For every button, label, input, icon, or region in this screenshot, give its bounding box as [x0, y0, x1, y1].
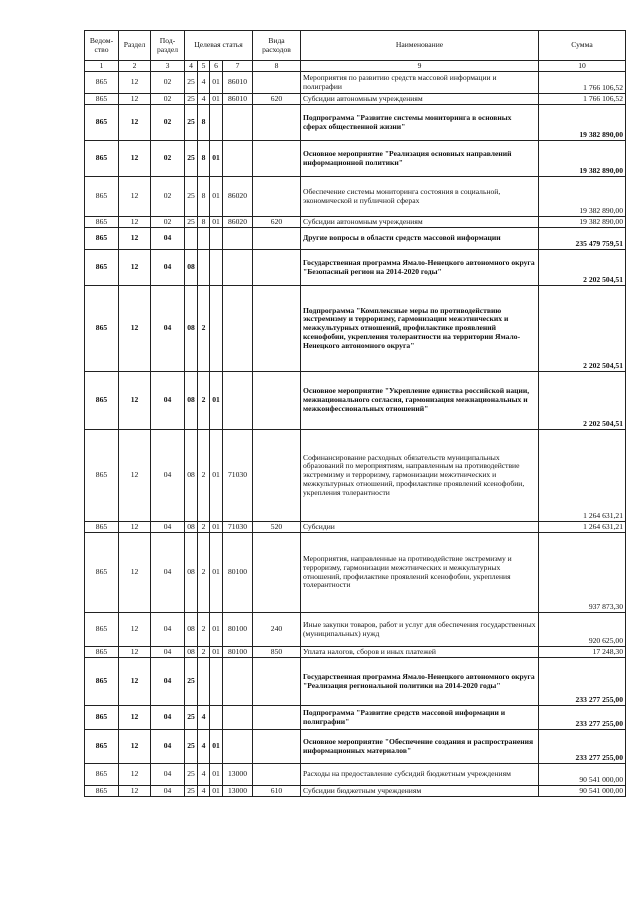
vedomstvo-cell: 865 — [85, 141, 119, 177]
column-number: 2 — [119, 61, 151, 72]
column-number-row — [85, 61, 626, 72]
expense-type-cell — [253, 250, 301, 286]
razdel-cell: 12 — [119, 647, 151, 658]
vedomstvo-cell: 865 — [85, 105, 119, 141]
target-event-cell — [210, 250, 223, 286]
podrazdel-cell: 04 — [151, 430, 185, 522]
expense-type-cell: 620 — [253, 94, 301, 105]
podrazdel-cell: 04 — [151, 228, 185, 250]
expense-type-cell: 620 — [253, 217, 301, 228]
sum-cell: 2 202 504,51 — [539, 372, 626, 430]
column-number: 7 — [223, 61, 253, 72]
expense-type-cell — [253, 533, 301, 613]
table-row — [85, 141, 626, 177]
sum-cell: 920 625,00 — [539, 613, 626, 647]
target-subprogram-cell — [198, 250, 210, 286]
target-program-cell: 25 — [185, 105, 198, 141]
target-event-cell — [210, 228, 223, 250]
table-row — [85, 533, 626, 613]
target-direction-cell: 80100 — [223, 533, 253, 613]
name-cell: Мероприятия по развитию средств массовой информации и полиграфии — [301, 72, 539, 94]
vedomstvo-cell: 865 — [85, 372, 119, 430]
column-number: 1 — [85, 61, 119, 72]
expense-type-cell: 240 — [253, 613, 301, 647]
target-direction-cell — [223, 105, 253, 141]
target-event-cell: 01 — [210, 72, 223, 94]
target-event-cell: 01 — [210, 647, 223, 658]
podrazdel-cell: 04 — [151, 522, 185, 533]
podrazdel-cell: 04 — [151, 286, 185, 372]
vedomstvo-cell: 865 — [85, 430, 119, 522]
razdel-cell: 12 — [119, 430, 151, 522]
table-row — [85, 286, 626, 372]
vedomstvo-cell: 865 — [85, 764, 119, 786]
sum-cell: 19 382 890,00 — [539, 177, 626, 217]
vedomstvo-cell: 865 — [85, 94, 119, 105]
table-row — [85, 522, 626, 533]
target-event-cell: 01 — [210, 786, 223, 797]
column-number: 6 — [210, 61, 223, 72]
expense-type-cell — [253, 105, 301, 141]
target-event-cell: 01 — [210, 764, 223, 786]
name-cell: Государственная программа Ямало-Ненецкого автономного округа "Безопасный регион на 2014-2020 годы" — [301, 250, 539, 286]
target-subprogram-cell: 2 — [198, 533, 210, 613]
razdel-cell: 12 — [119, 72, 151, 94]
target-subprogram-cell: 2 — [198, 613, 210, 647]
sum-cell: 17 248,30 — [539, 647, 626, 658]
podrazdel-cell: 04 — [151, 533, 185, 613]
razdel-cell: 12 — [119, 228, 151, 250]
table-row — [85, 786, 626, 797]
expense-type-cell — [253, 372, 301, 430]
name-cell: Уплата налогов, сборов и иных платежей — [301, 647, 539, 658]
target-direction-cell — [223, 228, 253, 250]
name-cell: Основное мероприятие "Реализация основных направлений информационной политики" — [301, 141, 539, 177]
column-number: 9 — [301, 61, 539, 72]
target-program-cell: 25 — [185, 72, 198, 94]
header-razdel: Раздел — [119, 31, 151, 61]
table-row — [85, 94, 626, 105]
target-subprogram-cell: 2 — [198, 286, 210, 372]
razdel-cell: 12 — [119, 786, 151, 797]
podrazdel-cell: 04 — [151, 730, 185, 764]
table-row — [85, 177, 626, 217]
target-subprogram-cell: 4 — [198, 764, 210, 786]
target-subprogram-cell: 2 — [198, 647, 210, 658]
target-subprogram-cell: 4 — [198, 72, 210, 94]
target-event-cell: 01 — [210, 430, 223, 522]
name-cell: Подпрограмма "Развитие системы мониторинга в основных сферах общественной жизни" — [301, 105, 539, 141]
target-subprogram-cell: 2 — [198, 430, 210, 522]
razdel-cell: 12 — [119, 372, 151, 430]
target-program-cell: 25 — [185, 658, 198, 706]
vedomstvo-cell: 865 — [85, 72, 119, 94]
target-subprogram-cell: 4 — [198, 786, 210, 797]
column-number: 8 — [253, 61, 301, 72]
target-program-cell: 25 — [185, 217, 198, 228]
sum-cell: 937 873,30 — [539, 533, 626, 613]
target-event-cell — [210, 286, 223, 372]
target-program-cell: 08 — [185, 533, 198, 613]
target-direction-cell — [223, 286, 253, 372]
sum-cell: 19 382 890,00 — [539, 105, 626, 141]
name-cell: Софинансирование расходных обязательств муниципальных образований по мероприятиям, направленным на противодействие экстремизму и терроризму, гармонизации межэтнических и межкультурных отношений, профилактике проявлений ксенофобии, укрепления толерантности — [301, 430, 539, 522]
target-subprogram-cell: 8 — [198, 217, 210, 228]
vedomstvo-cell: 865 — [85, 658, 119, 706]
sum-cell: 90 541 000,00 — [539, 786, 626, 797]
target-direction-cell: 86020 — [223, 177, 253, 217]
target-event-cell: 01 — [210, 522, 223, 533]
header-name: Наименование — [301, 31, 539, 61]
vedomstvo-cell: 865 — [85, 217, 119, 228]
expense-type-cell — [253, 764, 301, 786]
target-direction-cell: 13000 — [223, 764, 253, 786]
target-event-cell: 01 — [210, 94, 223, 105]
razdel-cell: 12 — [119, 613, 151, 647]
header-sum: Сумма — [539, 31, 626, 61]
podrazdel-cell: 02 — [151, 141, 185, 177]
sum-cell: 1 766 106,52 — [539, 72, 626, 94]
razdel-cell: 12 — [119, 177, 151, 217]
expense-type-cell — [253, 177, 301, 217]
razdel-cell: 12 — [119, 533, 151, 613]
podrazdel-cell: 04 — [151, 613, 185, 647]
target-event-cell — [210, 105, 223, 141]
target-direction-cell: 13000 — [223, 786, 253, 797]
table-row — [85, 250, 626, 286]
expense-type-cell — [253, 228, 301, 250]
target-program-cell: 25 — [185, 177, 198, 217]
target-subprogram-cell: 8 — [198, 141, 210, 177]
name-cell: Субсидии бюджетным учреждениям — [301, 786, 539, 797]
target-direction-cell: 80100 — [223, 613, 253, 647]
podrazdel-cell: 04 — [151, 706, 185, 730]
table-row — [85, 228, 626, 250]
razdel-cell: 12 — [119, 286, 151, 372]
table-row — [85, 217, 626, 228]
target-subprogram-cell: 2 — [198, 372, 210, 430]
target-direction-cell — [223, 372, 253, 430]
target-direction-cell: 86010 — [223, 72, 253, 94]
name-cell: Расходы на предоставление субсидий бюджетным учреждениям — [301, 764, 539, 786]
target-event-cell — [210, 658, 223, 706]
header-row — [85, 31, 626, 61]
target-program-cell: 25 — [185, 764, 198, 786]
target-direction-cell: 86010 — [223, 94, 253, 105]
vedomstvo-cell: 865 — [85, 706, 119, 730]
sum-cell: 2 202 504,51 — [539, 286, 626, 372]
expense-type-cell — [253, 141, 301, 177]
table-body — [85, 72, 626, 797]
target-subprogram-cell: 8 — [198, 177, 210, 217]
target-subprogram-cell: 8 — [198, 105, 210, 141]
target-direction-cell: 80100 — [223, 647, 253, 658]
target-subprogram-cell: 4 — [198, 730, 210, 764]
podrazdel-cell: 04 — [151, 658, 185, 706]
header-target-article: Целевая статья — [185, 31, 253, 61]
sum-cell: 90 541 000,00 — [539, 764, 626, 786]
table-row — [85, 105, 626, 141]
target-direction-cell — [223, 250, 253, 286]
target-direction-cell — [223, 706, 253, 730]
name-cell: Подпрограмма "Развитие средств массовой информации и полиграфии" — [301, 706, 539, 730]
target-program-cell: 08 — [185, 430, 198, 522]
target-event-cell: 01 — [210, 533, 223, 613]
target-subprogram-cell — [198, 228, 210, 250]
target-direction-cell — [223, 658, 253, 706]
name-cell: Субсидии автономным учреждениям — [301, 94, 539, 105]
target-event-cell: 01 — [210, 177, 223, 217]
podrazdel-cell: 04 — [151, 250, 185, 286]
target-event-cell: 01 — [210, 730, 223, 764]
target-event-cell: 01 — [210, 217, 223, 228]
sum-cell: 1 264 631,21 — [539, 522, 626, 533]
column-number: 4 — [185, 61, 198, 72]
vedomstvo-cell: 865 — [85, 286, 119, 372]
sum-cell: 233 277 255,00 — [539, 706, 626, 730]
vedomstvo-cell: 865 — [85, 613, 119, 647]
target-program-cell: 25 — [185, 730, 198, 764]
header-vedomstvo: Ведом-ство — [85, 31, 119, 61]
sum-cell: 1 264 631,21 — [539, 430, 626, 522]
razdel-cell: 12 — [119, 764, 151, 786]
column-number: 5 — [198, 61, 210, 72]
razdel-cell: 12 — [119, 105, 151, 141]
vedomstvo-cell: 865 — [85, 786, 119, 797]
target-direction-cell: 71030 — [223, 430, 253, 522]
vedomstvo-cell: 865 — [85, 522, 119, 533]
table-row — [85, 730, 626, 764]
expense-type-cell: 610 — [253, 786, 301, 797]
target-direction-cell: 71030 — [223, 522, 253, 533]
razdel-cell: 12 — [119, 658, 151, 706]
sum-cell: 1 766 106,52 — [539, 94, 626, 105]
target-program-cell: 08 — [185, 613, 198, 647]
target-program-cell — [185, 228, 198, 250]
target-program-cell: 08 — [185, 647, 198, 658]
target-subprogram-cell: 2 — [198, 522, 210, 533]
sum-cell: 233 277 255,00 — [539, 730, 626, 764]
target-subprogram-cell — [198, 658, 210, 706]
budget-table — [84, 30, 626, 797]
expense-type-cell: 520 — [253, 522, 301, 533]
name-cell: Основное мероприятие "Укрепление единства российской нации, межнационального согласия, гармонизация межнациональных и межконфессиональных отношений" — [301, 372, 539, 430]
sum-cell: 19 382 890,00 — [539, 141, 626, 177]
header-expense-type: Вида расходов — [253, 31, 301, 61]
header-podrazdel: Под-раздел — [151, 31, 185, 61]
podrazdel-cell: 04 — [151, 372, 185, 430]
podrazdel-cell: 04 — [151, 647, 185, 658]
razdel-cell: 12 — [119, 250, 151, 286]
target-subprogram-cell: 4 — [198, 94, 210, 105]
target-program-cell: 08 — [185, 372, 198, 430]
razdel-cell: 12 — [119, 730, 151, 764]
podrazdel-cell: 02 — [151, 105, 185, 141]
vedomstvo-cell: 865 — [85, 228, 119, 250]
podrazdel-cell: 02 — [151, 72, 185, 94]
table-row — [85, 764, 626, 786]
vedomstvo-cell: 865 — [85, 533, 119, 613]
vedomstvo-cell: 865 — [85, 647, 119, 658]
podrazdel-cell: 04 — [151, 764, 185, 786]
expense-type-cell — [253, 430, 301, 522]
name-cell: Иные закупки товаров, работ и услуг для обеспечения государственных (муниципальных) нужд — [301, 613, 539, 647]
target-event-cell: 01 — [210, 613, 223, 647]
name-cell: Субсидии автономным учреждениям — [301, 217, 539, 228]
expense-type-cell — [253, 658, 301, 706]
sum-cell: 2 202 504,51 — [539, 250, 626, 286]
vedomstvo-cell: 865 — [85, 730, 119, 764]
razdel-cell: 12 — [119, 141, 151, 177]
target-event-cell: 01 — [210, 372, 223, 430]
podrazdel-cell: 02 — [151, 177, 185, 217]
razdel-cell: 12 — [119, 706, 151, 730]
sum-cell: 233 277 255,00 — [539, 658, 626, 706]
table-row — [85, 706, 626, 730]
expense-type-cell — [253, 72, 301, 94]
target-direction-cell — [223, 141, 253, 177]
target-event-cell — [210, 706, 223, 730]
sum-cell: 235 479 759,51 — [539, 228, 626, 250]
target-program-cell: 25 — [185, 94, 198, 105]
razdel-cell: 12 — [119, 94, 151, 105]
target-direction-cell: 86020 — [223, 217, 253, 228]
target-program-cell: 08 — [185, 250, 198, 286]
table-row — [85, 647, 626, 658]
target-program-cell: 25 — [185, 786, 198, 797]
name-cell: Государственная программа Ямало-Ненецкого автономного округа "Реализация региональной политики на 2014-2020 годы" — [301, 658, 539, 706]
expense-type-cell — [253, 706, 301, 730]
target-program-cell: 08 — [185, 522, 198, 533]
vedomstvo-cell: 865 — [85, 250, 119, 286]
razdel-cell: 12 — [119, 217, 151, 228]
column-number: 3 — [151, 61, 185, 72]
razdel-cell: 12 — [119, 522, 151, 533]
sum-cell: 19 382 890,00 — [539, 217, 626, 228]
target-program-cell: 25 — [185, 141, 198, 177]
table-row — [85, 430, 626, 522]
table-row — [85, 72, 626, 94]
target-event-cell: 01 — [210, 141, 223, 177]
expense-type-cell: 850 — [253, 647, 301, 658]
podrazdel-cell: 02 — [151, 217, 185, 228]
target-program-cell: 25 — [185, 706, 198, 730]
target-subprogram-cell: 4 — [198, 706, 210, 730]
name-cell: Мероприятия, направленные на противодействие экстремизму и терроризму, гармонизации межэтнических и межкультурных отношений, профилактике проявлений ксенофобии, укрепления толерантности — [301, 533, 539, 613]
podrazdel-cell: 04 — [151, 786, 185, 797]
table-row — [85, 658, 626, 706]
vedomstvo-cell: 865 — [85, 177, 119, 217]
name-cell: Обеспечение системы мониторинга состояния в социальной, экономической и публичной сферах — [301, 177, 539, 217]
name-cell: Основное мероприятие "Обеспечение создания и распространения информационных материалов" — [301, 730, 539, 764]
table-row — [85, 613, 626, 647]
column-number: 10 — [539, 61, 626, 72]
expense-type-cell — [253, 286, 301, 372]
name-cell: Субсидии — [301, 522, 539, 533]
expense-type-cell — [253, 730, 301, 764]
target-direction-cell — [223, 730, 253, 764]
table-row — [85, 372, 626, 430]
target-program-cell: 08 — [185, 286, 198, 372]
podrazdel-cell: 02 — [151, 94, 185, 105]
name-cell: Другие вопросы в области средств массовой информации — [301, 228, 539, 250]
name-cell: Подпрограмма "Комплексные меры по противодействию экстремизму и терроризму, гармонизации межэтнических и межкультурных отношений, профилактике проявлений ксенофобии, укрепления толерантности на территории Ямало-Ненецкого автономного округа" — [301, 286, 539, 372]
